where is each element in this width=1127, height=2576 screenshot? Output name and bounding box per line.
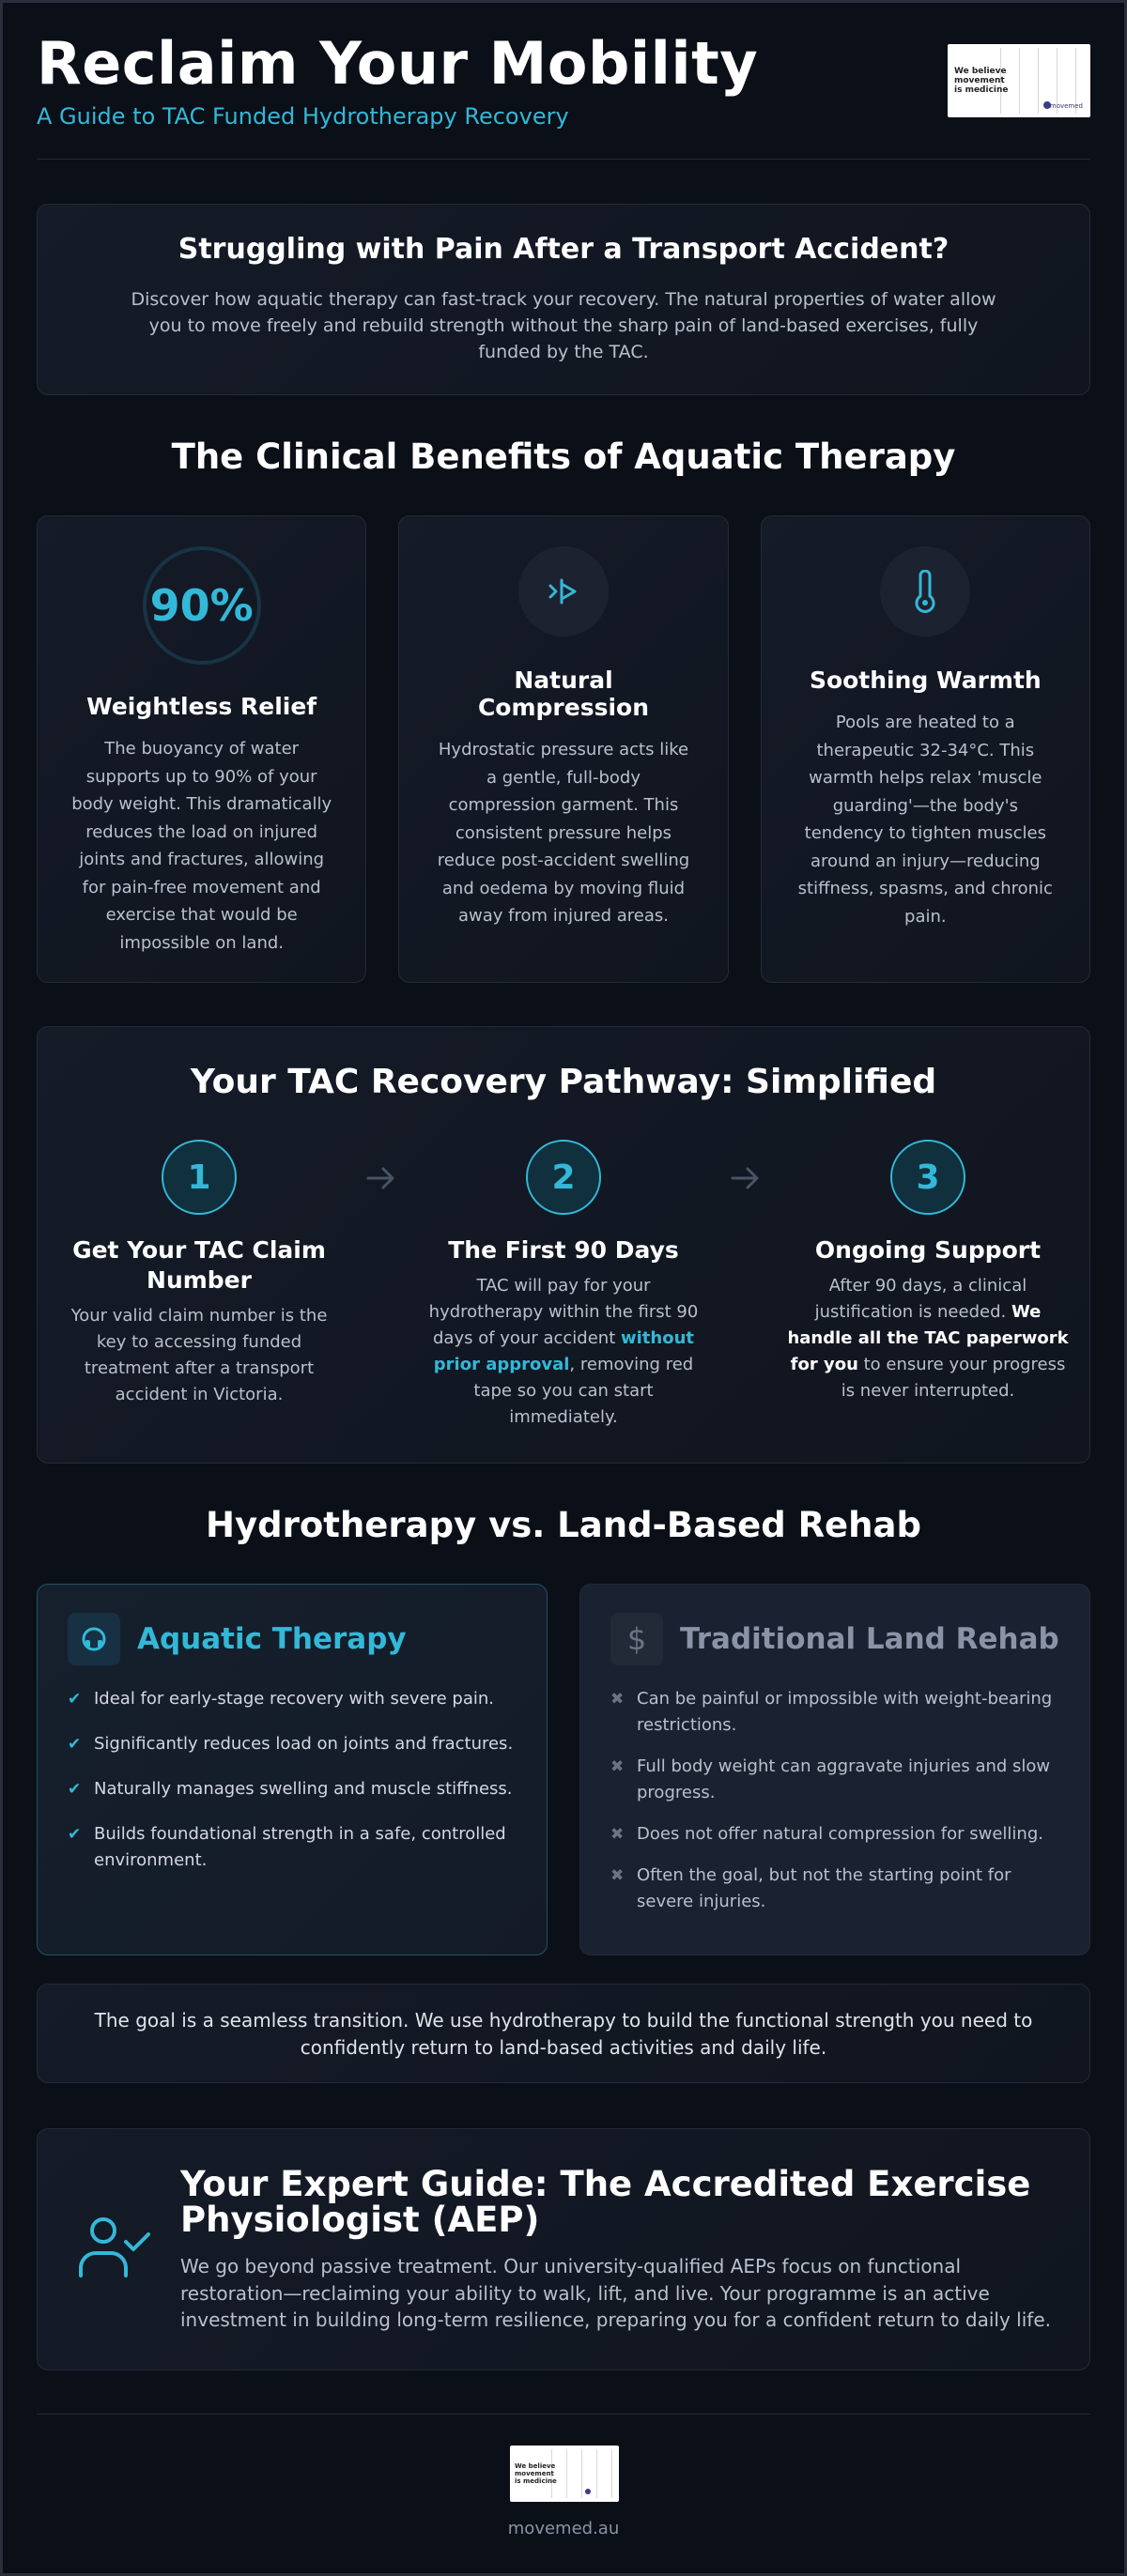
step-heading: Ongoing Support: [814, 1236, 1042, 1264]
step-highlight: without prior approval: [433, 1328, 694, 1374]
swimmer-icon: [68, 1613, 120, 1665]
step-body: TAC will pay for your hydrotherapy within the first 90 days of your accident without prior approval, removing red tape so you can start immediately.: [428, 1276, 699, 1427]
step-3: [787, 1140, 1069, 1431]
benefit-heading: Weightless Relief: [86, 693, 317, 720]
page-subtitle: A Guide to TAC Funded Hydrotherapy Recovery: [37, 103, 569, 130]
chevron-right-icon: [727, 1162, 764, 1431]
goal-banner: The goal is a seamless transition. We use hydrotherapy to build the functional strength you need to confidently return to land-based activities and daily life.: [37, 1984, 1090, 2083]
chevron-right-icon: [363, 1162, 400, 1431]
pathway-card: [37, 1026, 1090, 1464]
benefit-body: The buoyancy of water supports up to 90% of your body weight. This dramatically reduces the load on injured joints and fractures, allowing for pain-free movement and exercise that would be impossible on land.: [71, 739, 332, 953]
intro-card: [37, 204, 1090, 395]
land-heading: Traditional Land Rehab: [680, 1622, 1059, 1656]
aquatic-list: [68, 1686, 517, 1874]
step-body: Your valid claim number is the key to accessing funded treatment after a transport accident in Victoria.: [70, 1306, 328, 1404]
list-item: ✖ Does not offer natural compression for swelling.: [610, 1821, 1059, 1848]
check-icon: ✔: [68, 1735, 82, 1754]
step-heading: The First 90 Days: [448, 1236, 679, 1264]
check-icon: ✔: [68, 1780, 82, 1799]
list-item: ✔ Significantly reduces load on joints and fractures.: [68, 1731, 517, 1757]
step-emphasis: We handle all the TAC paperwork for you: [787, 1302, 1069, 1374]
footer-divider: [37, 2414, 1090, 2415]
intro-body: Discover how aquatic therapy can fast-track your recovery. The natural properties of water allow you to move freely and rebuild strength without the sharp pain of land-based exercises, fully funded by the TAC.: [131, 289, 996, 362]
cross-icon: ✖: [610, 1757, 625, 1776]
step-2: [423, 1140, 704, 1431]
aquatic-therapy-card: [37, 1584, 548, 1955]
benefit-card-compression: [398, 515, 728, 983]
list-item: ✖ Often the goal, but not the starting point for severe injuries.: [610, 1863, 1059, 1915]
list-item: ✔ Ideal for early-stage recovery with severe pain.: [68, 1686, 517, 1712]
header-divider: [37, 159, 1090, 160]
step-number: 2: [526, 1140, 601, 1215]
header: [37, 29, 1090, 161]
check-icon: ✔: [68, 1825, 82, 1844]
land-list: [610, 1686, 1059, 1915]
comparison-grid: [37, 1584, 1090, 1955]
benefits-title: The Clinical Benefits of Aquatic Therapy: [171, 437, 956, 477]
stat-ring: [143, 546, 261, 665]
list-item: ✔ Builds foundational strength in a safe, controlled environment.: [68, 1821, 517, 1874]
benefit-card-warmth: [761, 515, 1090, 983]
benefit-heading: Natural Compression: [477, 667, 650, 721]
list-item: ✖ Full body weight can aggravate injuries and slow progress.: [610, 1754, 1059, 1806]
expert-heading: Your Expert Guide: The Accredited Exercise Physiologist (AEP): [180, 2164, 1031, 2240]
benefit-card-weightless: [37, 515, 366, 983]
brand-logo: [948, 44, 1090, 117]
list-item: ✖ Can be painful or impossible with weight-bearing restrictions.: [610, 1686, 1059, 1739]
benefit-heading: Soothing Warmth: [809, 667, 1042, 694]
step-1: [58, 1140, 340, 1431]
benefit-body: Pools are heated to a therapeutic 32-34°C. This warmth helps relax 'muscle guarding'—the body's tendency to tighten muscles around an injury—reducing stiffness, spasms, and chronic pain.: [797, 713, 1053, 927]
page-title: Reclaim Your Mobility: [37, 29, 759, 98]
cross-icon: ✖: [610, 1690, 625, 1709]
pathway-title: Your TAC Recovery Pathway: Simplified: [190, 1063, 937, 1101]
benefits-grid: [37, 515, 1090, 983]
user-check-icon: [77, 2214, 152, 2285]
benefit-body: Hydrostatic pressure acts like a gentle, full-body compression garment. This consistent pressure helps reduce post-accident swelling and oedema by moving fluid away from injured areas.: [437, 740, 690, 926]
step-body: After 90 days, a clinical justification is needed. We handle all the TAC paperwork for you to ensure your progress is never interrupted.: [787, 1276, 1069, 1401]
cross-icon: ✖: [610, 1825, 625, 1844]
expert-body: We go beyond passive treatment. Our university-qualified AEPs focus on functional restoration—reclaiming your ability to walk, lift, and live. Your programme is an active investment in building long-term resilience, preparing you for a confident return to daily life.: [180, 2255, 1051, 2331]
footer-url[interactable]: movemed.au: [507, 2519, 620, 2538]
logo-tagline: We believe movement is medicine: [515, 2462, 557, 2485]
compression-icon: [518, 546, 609, 636]
cross-icon: ✖: [610, 1866, 625, 1885]
footer-logo: [510, 2446, 619, 2502]
land-rehab-card: [579, 1584, 1090, 1955]
step-heading: Get Your TAC Claim Number: [72, 1236, 326, 1294]
logo-tagline: We believe movement is medicine: [954, 67, 1009, 95]
logo-brand: movemed: [1049, 102, 1083, 110]
expert-card: [37, 2128, 1090, 2370]
stat-value: 90%: [149, 580, 254, 631]
pathway-steps: [38, 1140, 1089, 1431]
thermometer-icon: [880, 546, 970, 636]
check-icon: ✔: [68, 1690, 82, 1709]
step-number: 3: [890, 1140, 965, 1215]
step-number: 1: [162, 1140, 237, 1215]
aquatic-heading: Aquatic Therapy: [137, 1622, 407, 1656]
intro-heading: Struggling with Pain After a Transport Accident?: [178, 233, 949, 266]
comparison-title: Hydrotherapy vs. Land-Based Rehab: [206, 1505, 921, 1545]
dollar-icon: $: [610, 1613, 663, 1665]
list-item: ✔ Naturally manages swelling and muscle stiffness.: [68, 1776, 517, 1802]
